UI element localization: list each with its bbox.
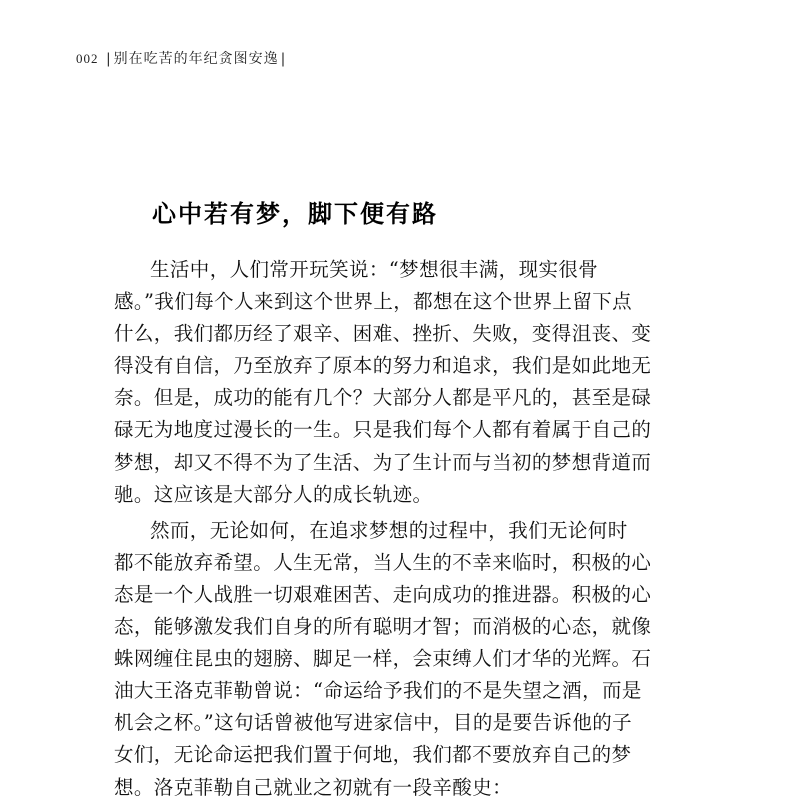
book-title: 别在吃苦的年纪贪图安逸 <box>113 51 279 67</box>
paragraph-line: 态是一个人战胜一切艰难困苦、走向成功的推进器。积极的心 <box>114 582 652 606</box>
running-head <box>76 50 288 68</box>
paragraph-line: 油大王洛克菲勒曾说：“命运给予我们的不是失望之酒，而是 <box>114 679 642 703</box>
paragraph-line: 机会之杯。”这句话曾被他写进家信中，目的是要告诉他的子 <box>114 711 633 735</box>
paragraph-line: 得没有自信，乃至放弃了原本的努力和追求，我们是如此地无 <box>114 354 652 378</box>
paragraph-2 <box>114 515 678 800</box>
paragraph-1 <box>114 254 678 511</box>
paragraph-line: 驰。这应该是大部分人的成长轨迹。 <box>114 482 433 506</box>
paragraph-line: 女们，无论命运把我们置于何地，我们都不要放弃自己的梦 <box>114 743 632 767</box>
running-head-separator-left: | <box>105 51 112 67</box>
paragraph-line: 奈。但是，成功的能有几个？大部分人都是平凡的，甚至是碌 <box>114 386 652 410</box>
page-number: 002 <box>76 51 99 66</box>
paragraph-line: 蛛网缠住昆虫的翅膀、脚足一样，会束缚人们才华的光辉。石 <box>114 647 652 671</box>
body-text <box>114 254 678 800</box>
paragraph-line: 什么，我们都历经了艰辛、困难、挫折、失败，变得沮丧、变 <box>114 322 652 346</box>
paragraph-line: 生活中，人们常开玩笑说：“梦想很丰满，现实很骨 <box>150 258 599 281</box>
running-head-separator-right: | <box>280 51 287 67</box>
chapter-title: 心中若有梦，脚下便有路 <box>152 200 438 228</box>
paragraph-line: 都不能放弃希望。人生无常，当人生的不幸来临时，积极的心 <box>114 550 652 574</box>
paragraph-line: 梦想，却又不得不为了生活、为了生计而与当初的梦想背道而 <box>114 450 652 474</box>
paragraph-line: 想。洛克菲勒自己就业之初就有一段辛酸史： <box>114 775 513 799</box>
paragraph-line: 态，能够激发我们自身的所有聪明才智；而消极的心态，就像 <box>114 615 652 639</box>
paragraph-line: 碌无为地度过漫长的一生。只是我们每个人都有着属于自己的 <box>114 418 652 442</box>
paragraph-line: 然而，无论如何，在追求梦想的过程中，我们无论何时 <box>150 518 628 542</box>
paragraph-line: 感。”我们每个人来到这个世界上，都想在这个世界上留下点 <box>114 290 633 314</box>
